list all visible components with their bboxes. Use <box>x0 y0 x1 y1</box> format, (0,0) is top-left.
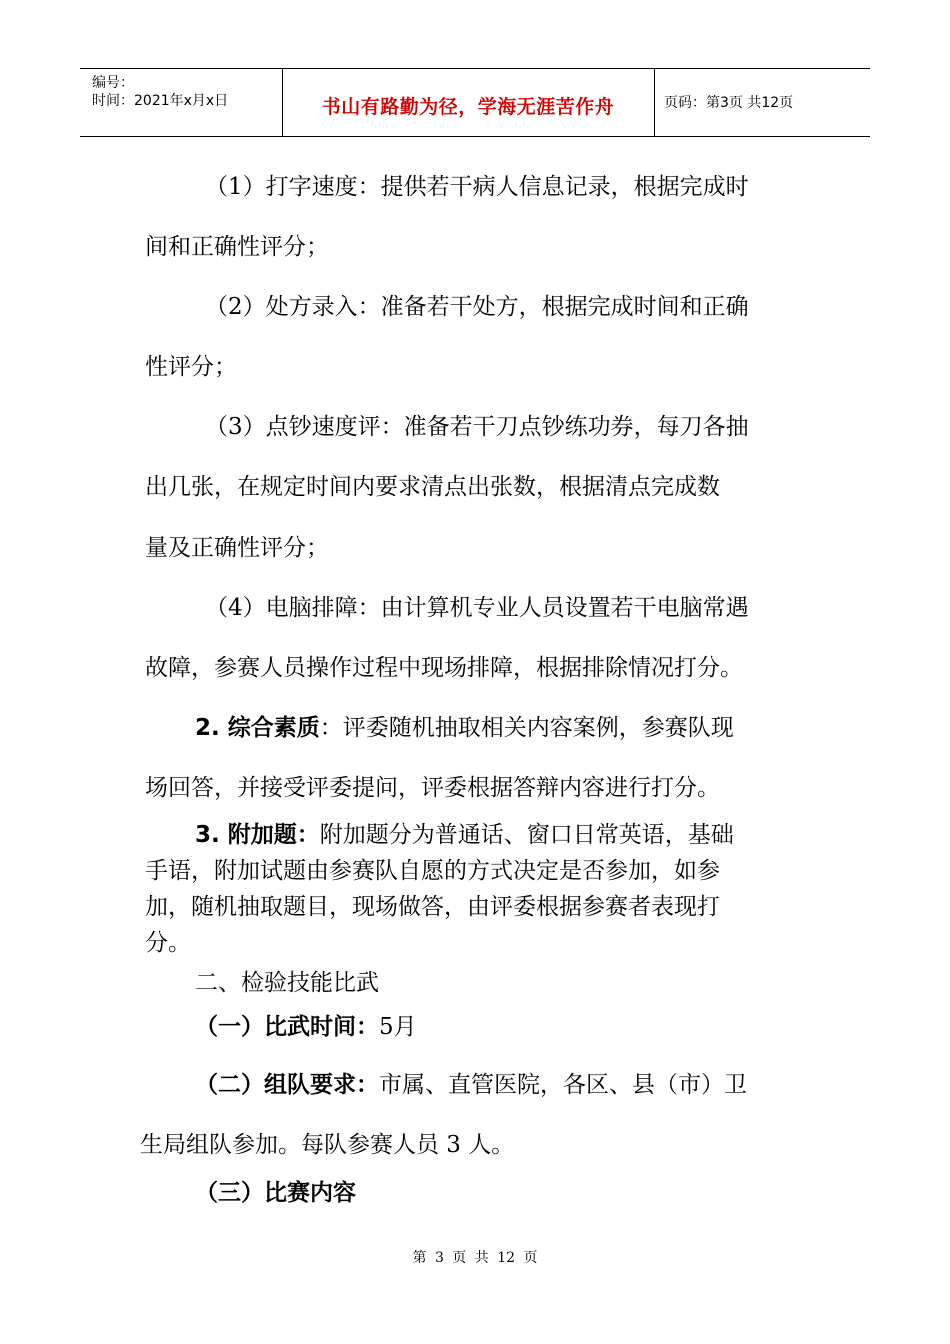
paragraph-line: 量及正确性评分； <box>145 535 329 561</box>
paragraph-line: 性评分； <box>145 354 237 380</box>
section-heading: （一）比武时间： <box>195 1014 379 1040</box>
paragraph-line: 生局组队参加。每队参赛人员 3 人。 <box>140 1132 515 1158</box>
paragraph-line: （2）处方录入：准备若干处方，根据完成时间和正确 <box>205 294 749 320</box>
section-heading-line <box>195 1012 417 1042</box>
section-heading-line <box>195 1070 747 1100</box>
paragraph-line: 场回答，并接受评委提问，评委根据答辩内容进行打分。 <box>145 775 720 801</box>
paragraph-line: 分。 <box>145 930 191 956</box>
page-footer: 第 3 页 共 12 页 <box>412 1250 538 1266</box>
paragraph-line: 出几张，在规定时间内要求清点出张数，根据清点完成数 <box>145 474 720 500</box>
section-title: 二、检验技能比武 <box>195 970 379 996</box>
section-heading: 3. 附加题： <box>195 822 320 848</box>
paragraph-line: （3）点钞速度评：准备若干刀点钞练功券，每刀各抽 <box>205 414 749 440</box>
paragraph-line: （4）电脑排障：由计算机专业人员设置若干电脑常遇 <box>205 595 749 621</box>
header-bottom-rule <box>80 136 870 137</box>
paragraph-line: 间和正确性评分； <box>145 234 329 260</box>
document-date-label: 时间：2021年x月x日 <box>92 93 229 109</box>
paragraph-text: 市属、直管医院，各区、县（市）卫 <box>379 1072 747 1098</box>
paragraph-line: 手语，附加试题由参赛队自愿的方式决定是否参加，如参 <box>145 858 720 884</box>
section-heading-line <box>195 820 734 850</box>
section-heading: （三）比赛内容 <box>195 1180 356 1206</box>
section-heading: 2. 综合素质 <box>195 715 320 741</box>
paragraph-text: 5月 <box>379 1014 417 1040</box>
header-motto: 书山有路勤为径，学海无涯苦作舟 <box>321 96 615 118</box>
paragraph-text: 附加题分为普通话、窗口日常英语，基础 <box>319 822 734 848</box>
header-top-rule <box>80 68 870 69</box>
paragraph-line: 加，随机抽取题目，现场做答，由评委根据参赛者表现打 <box>145 894 720 920</box>
document-number-label: 编号： <box>92 75 134 91</box>
section-heading-line <box>195 713 734 743</box>
paragraph-text: ：评委随机抽取相关内容案例，参赛队现 <box>319 715 734 741</box>
page-counter: 页码：第3页 共12页 <box>664 95 794 111</box>
section-heading-line <box>195 1178 356 1208</box>
paragraph-line: （1）打字速度：提供若干病人信息记录，根据完成时 <box>205 174 749 200</box>
header-divider <box>654 68 655 136</box>
section-heading: （二）组队要求： <box>195 1072 379 1098</box>
paragraph-line: 故障，参赛人员操作过程中现场排障，根据排除情况打分。 <box>145 655 743 681</box>
